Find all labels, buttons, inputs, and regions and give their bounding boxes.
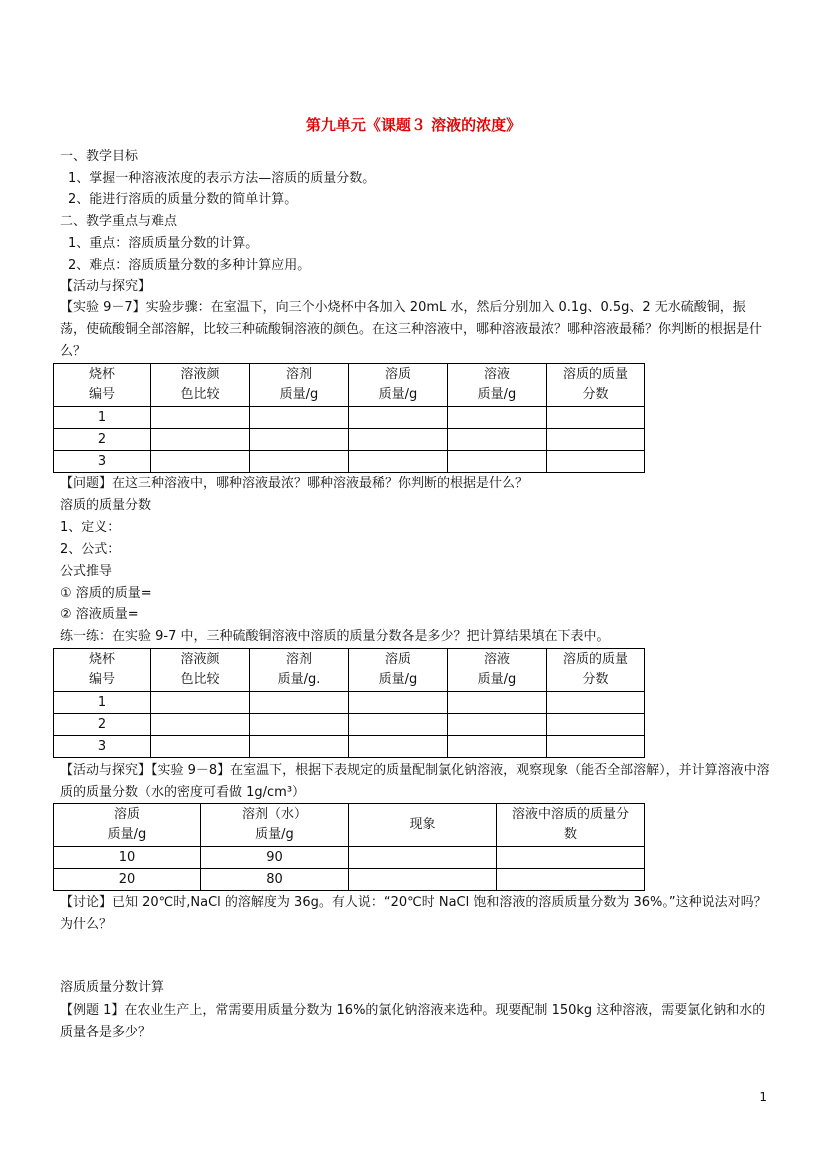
header-cell: 溶液中溶质的质量分 数: [497, 804, 645, 847]
definition-line: 1、定义：: [60, 520, 121, 535]
table-row: [54, 714, 645, 736]
calc-heading: 溶质质量分数计算: [60, 980, 165, 995]
solute-mass-cell: 20: [54, 869, 201, 891]
keypoints-heading: 二、教学重点与难点: [60, 214, 178, 229]
example-1-text: 【例题 1】在农业生产上，常需要用质量分数为 16%的氯化钠溶液来选种。现要配制 150kg 这种溶液，需要氯化钠和水的质量各是多少？: [60, 1003, 766, 1040]
experiment-9-7-table: [53, 363, 645, 473]
beaker-number: 2: [54, 714, 151, 736]
objectives-heading: 一、教学目标: [60, 149, 139, 164]
header-cell: 溶剂（水） 质量/g: [201, 804, 349, 847]
table-header-row: [54, 364, 645, 407]
derivation-2: ② 溶液质量=: [60, 607, 139, 622]
header-cell: 溶质的质量 分数: [547, 364, 645, 407]
beaker-number: 2: [54, 429, 151, 451]
header-cell: 溶剂 质量/g.: [250, 649, 349, 692]
header-cell: 溶液 质量/g: [448, 649, 547, 692]
beaker-number: 1: [54, 407, 151, 429]
header-cell: 烧杯 编号: [54, 649, 151, 692]
header-cell: 溶液 质量/g: [448, 364, 547, 407]
experiment-9-8-table: [53, 803, 645, 891]
header-cell: 溶质的质量 分数: [547, 649, 645, 692]
practice-table: [53, 648, 645, 758]
table-row: [54, 407, 645, 429]
table-row: [54, 736, 645, 758]
question-line: 【问题】在这三种溶液中，哪种溶液最浓？哪种溶液最稀？你判断的根据是什么？: [60, 476, 529, 491]
beaker-number: 1: [54, 692, 151, 714]
experiment-9-7-text: 【实验 9－7】实验步骤：在室温下，向三个小烧杯中各加入 20mL 水，然后分别加入 0.1g、0.5g、2 无水硫酸铜，振荡，使硫酸铜全部溶解，比较三种硫酸铜溶液的颜色。在这三种溶液中，哪种溶液最浓？哪种溶液最稀？你判断的根据是什么？: [60, 300, 763, 359]
discussion-text: 【讨论】已知 20℃时,NaCl 的溶解度为 36g。有人说：“20℃时 NaCl 饱和溶液的溶质质量分数为 36%。”这种说法对吗？为什么？: [60, 895, 767, 932]
formula-line: 2、公式：: [60, 542, 121, 557]
solvent-mass-cell: 90: [201, 847, 349, 869]
header-cell: 溶液颜 色比较: [151, 364, 250, 407]
experiment-9-8-text: 【活动与探究】【实验 9－8】在室温下，根据下表规定的质量配制氯化钠溶液，观察现象（能否全部溶解），并计算溶液中溶质的质量分数（水的密度可看做 1g/cm³）: [60, 763, 770, 800]
table-row: [54, 869, 645, 891]
derivation-heading: 公式推导: [60, 564, 113, 579]
header-cell: 烧杯 编号: [54, 364, 151, 407]
beaker-number: 3: [54, 736, 151, 758]
objective-2: 2、能进行溶质的质量分数的简单计算。: [68, 192, 298, 207]
keypoint-1: 1、重点：溶质质量分数的计算。: [68, 236, 259, 251]
beaker-number: 3: [54, 451, 151, 473]
practice-line: 练一练：在实验 9-7 中，三种硫酸铜溶液中溶质的质量分数各是多少？把计算结果填在下表中。: [60, 629, 610, 644]
header-cell: 溶质 质量/g: [349, 364, 448, 407]
solute-mass-cell: 10: [54, 847, 201, 869]
keypoint-2: 2、难点：溶质质量分数的多种计算应用。: [68, 258, 311, 273]
table-row: [54, 847, 645, 869]
header-cell: 现象: [349, 804, 497, 847]
header-cell: 溶液颜 色比较: [151, 649, 250, 692]
activity-heading: 【活动与探究】: [60, 279, 152, 294]
mass-fraction-heading: 溶质的质量分数: [60, 498, 152, 513]
header-cell: 溶质 质量/g: [349, 649, 448, 692]
page-title: 第九单元《课题３ 溶液的浓度》: [305, 116, 522, 134]
derivation-1: ① 溶质的质量=: [60, 586, 152, 601]
table-row: [54, 692, 645, 714]
page-number: 1: [759, 1090, 767, 1104]
objective-1: 1、掌握一种溶液浓度的表示方法—溶质的质量分数。: [68, 171, 376, 186]
header-cell: 溶剂 质量/g: [250, 364, 349, 407]
table-row: [54, 451, 645, 473]
header-cell: 溶质 质量/g: [54, 804, 201, 847]
solvent-mass-cell: 80: [201, 869, 349, 891]
table-row: [54, 429, 645, 451]
table-header-row: [54, 649, 645, 692]
table-header-row: [54, 804, 645, 847]
